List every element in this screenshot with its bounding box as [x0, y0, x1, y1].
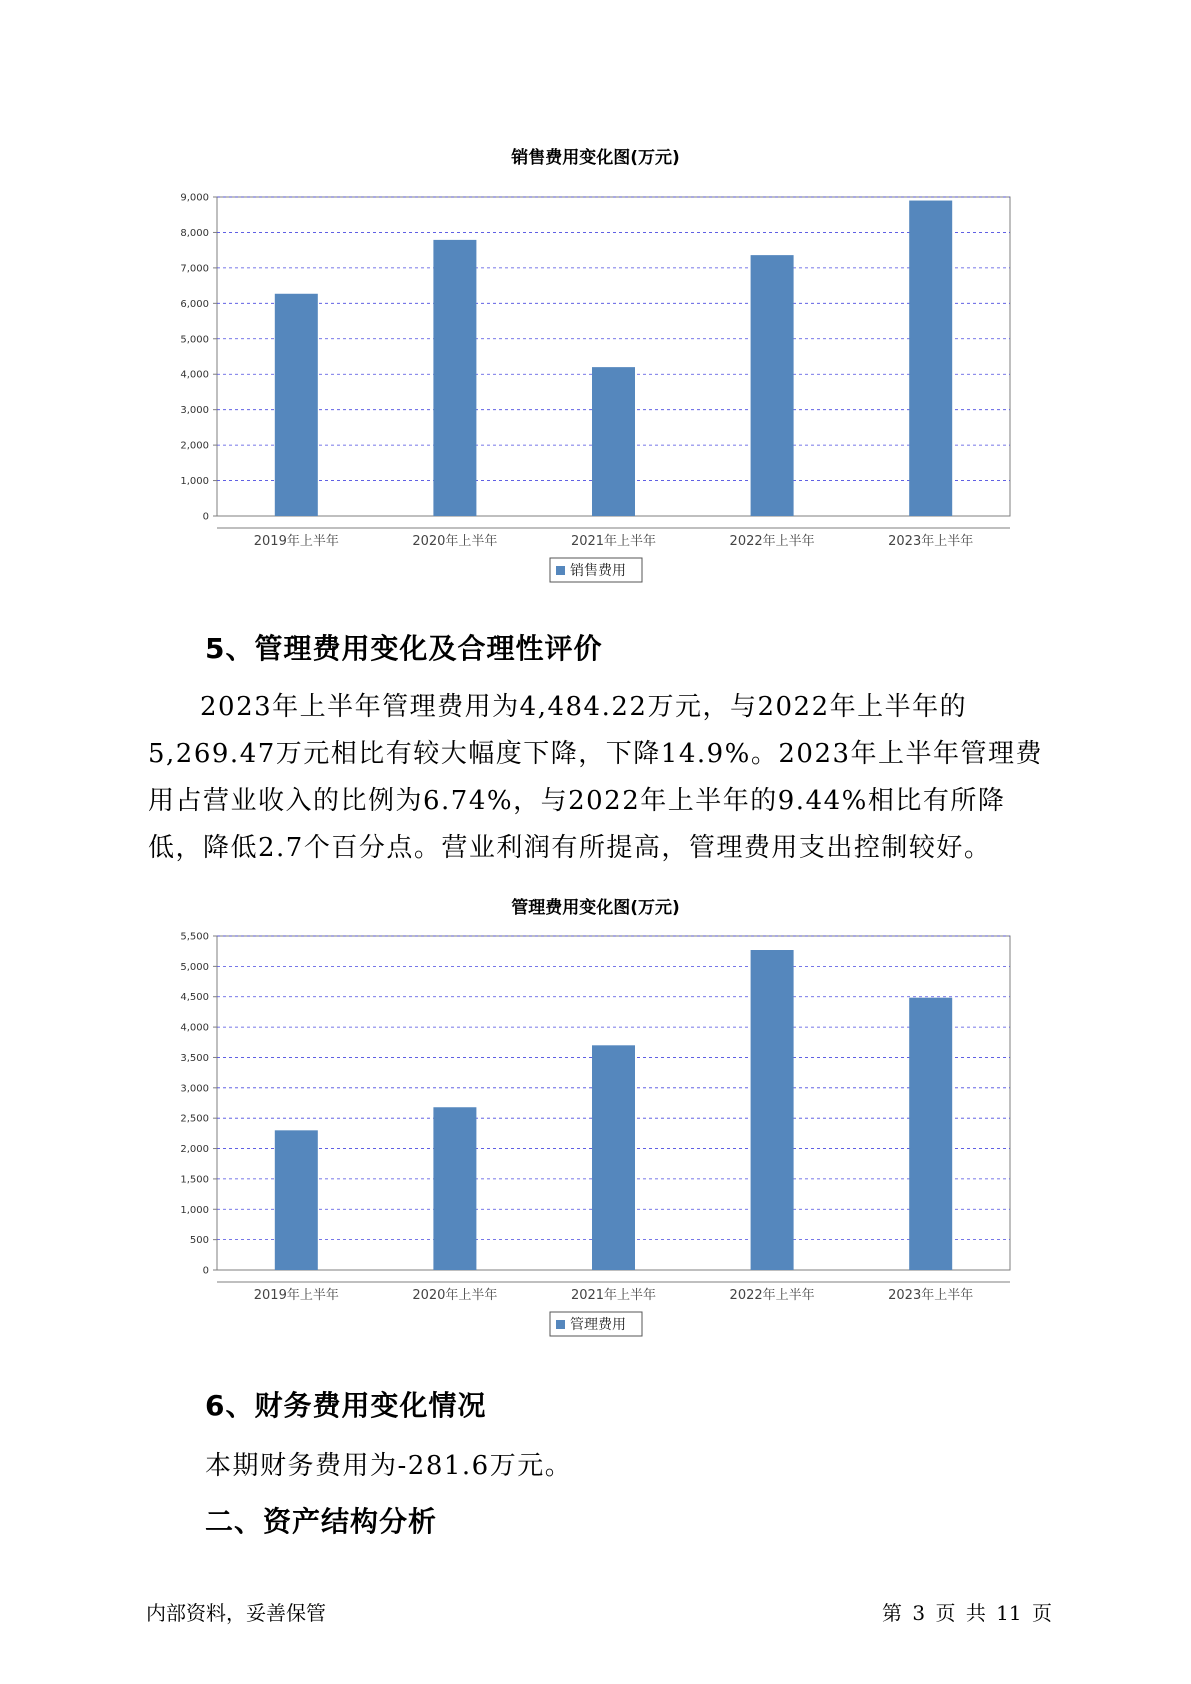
y-tick-label: 500 [189, 1235, 209, 1247]
y-tick-label: 5,000 [180, 961, 209, 973]
x-tick-label: 2021年上半年 [570, 1288, 657, 1303]
y-tick-label: 1,500 [180, 1174, 209, 1186]
section-6-text: 本期财务费用为-281.6万元。 [205, 1451, 573, 1481]
bar [433, 1107, 476, 1270]
footer-page-number: 第 3 页 共 11 页 [882, 1601, 1052, 1625]
x-tick-label: 2019年上半年 [253, 1288, 339, 1303]
bar [909, 201, 952, 516]
y-tick-label: 5,500 [180, 931, 209, 943]
legend-swatch [556, 1320, 565, 1329]
x-tick-label: 2020年上半年 [412, 1288, 498, 1303]
bar [275, 1130, 318, 1270]
admin-expense-chart-title: 管理费用变化图(万元) [511, 898, 680, 918]
y-tick-label: 5,000 [180, 334, 209, 346]
sales-expense-chart [0, 180, 1191, 640]
y-tick-label: 0 [202, 1265, 209, 1277]
admin-expense-chart [0, 930, 1191, 1342]
y-tick-label: 3,000 [180, 1083, 209, 1095]
x-tick-label: 2023年上半年 [888, 534, 974, 549]
x-tick-label: 2022年上半年 [729, 1288, 815, 1303]
section-5-heading: 5、管理费用变化及合理性评价 [205, 632, 603, 665]
x-tick-label: 2020年上半年 [412, 534, 498, 549]
y-tick-label: 6,000 [180, 298, 209, 310]
y-tick-label: 4,000 [180, 369, 209, 381]
y-tick-label: 3,500 [180, 1052, 209, 1064]
y-tick-label: 4,000 [180, 1022, 209, 1034]
bar [592, 367, 635, 516]
y-tick-label: 7,000 [180, 263, 209, 275]
bar [275, 294, 318, 516]
legend-label: 销售费用 [570, 563, 626, 579]
y-tick-label: 0 [202, 511, 209, 523]
bar [592, 1045, 635, 1270]
section-2-heading: 二、资产结构分析 [205, 1505, 438, 1538]
legend-swatch [556, 566, 565, 575]
y-tick-label: 2,000 [180, 440, 209, 452]
x-tick-label: 2022年上半年 [729, 534, 815, 549]
y-tick-label: 3,000 [180, 405, 209, 417]
y-tick-label: 4,500 [180, 992, 209, 1004]
x-tick-label: 2021年上半年 [570, 534, 657, 549]
y-tick-label: 8,000 [180, 227, 209, 239]
bar [751, 255, 794, 516]
y-tick-label: 2,000 [180, 1144, 209, 1156]
bar [909, 998, 952, 1270]
section-6-heading: 6、财务费用变化情况 [205, 1389, 487, 1422]
y-tick-label: 1,000 [180, 476, 209, 488]
x-tick-label: 2023年上半年 [888, 1288, 974, 1303]
y-tick-label: 2,500 [180, 1113, 209, 1125]
y-tick-label: 1,000 [180, 1204, 209, 1216]
bar [751, 950, 794, 1270]
legend-label: 管理费用 [570, 1317, 626, 1333]
sales-expense-chart-title: 销售费用变化图(万元) [511, 148, 680, 168]
bar [433, 240, 476, 516]
y-tick-label: 9,000 [180, 192, 209, 204]
section-5-paragraph: 2023年上半年管理费用为4,484.22万元，与2022年上半年的5,269.47万元相比有较大幅度下降，下降14.9%。2023年上半年管理费用占营业收入的比例为6.74%，与2022年上半年的9.44%相比有所降低，降低2.7个百分点。营业利润有所提高，管理费用支出控制较好。 [148, 692, 1044, 863]
footer-confidential-note: 内部资料，妥善保管 [146, 1601, 326, 1625]
x-tick-label: 2019年上半年 [253, 534, 339, 549]
